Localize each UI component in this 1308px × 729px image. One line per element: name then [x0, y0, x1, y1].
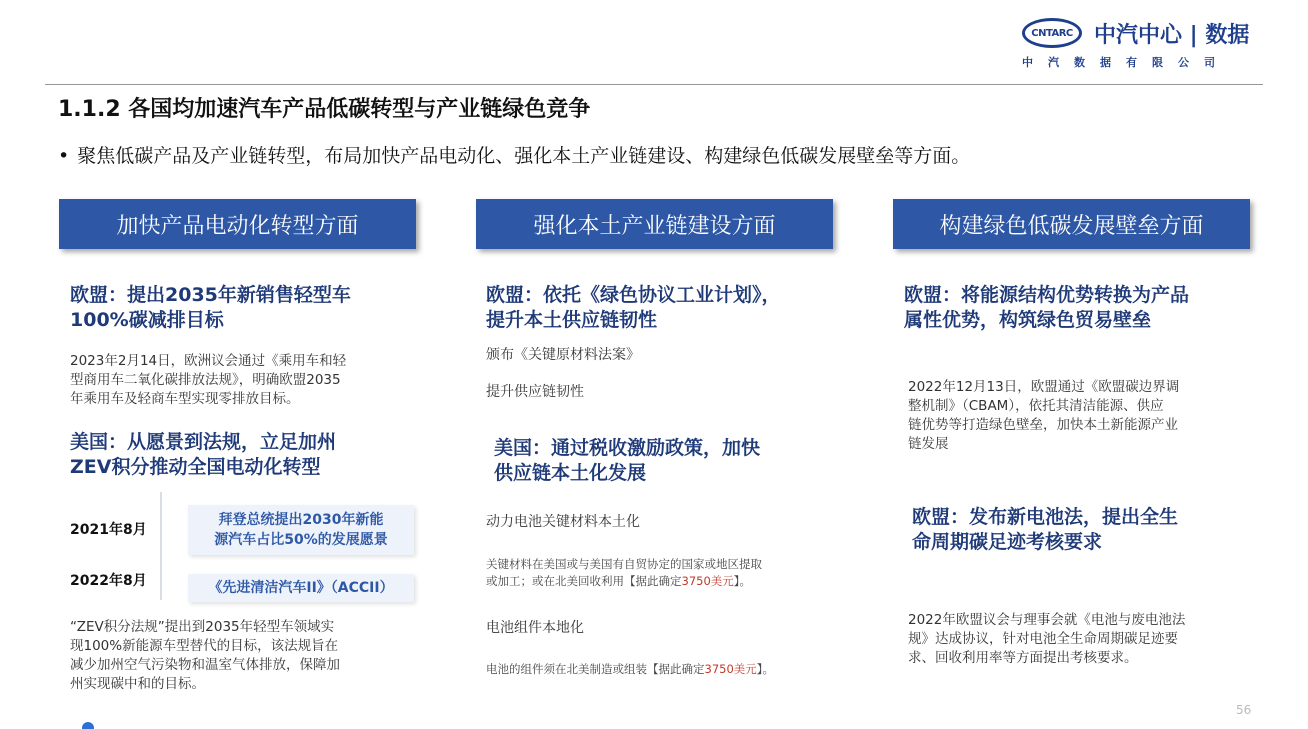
- eu-electrification-title-line2: 100%碳减排目标: [70, 309, 224, 331]
- logo-badge: CNTARC: [1022, 18, 1082, 48]
- timeline-event-2021-line2: 源汽车占比50%的发展愿景: [214, 532, 388, 548]
- eu-electrification-title-line1: 欧盟：提出2035年新销售轻型车: [70, 284, 351, 306]
- us-supply-sub4: 电池组件本地化: [486, 620, 584, 636]
- eu-cbam-title-line2: 属性优势，构筑绿色贸易壁垒: [904, 309, 1152, 331]
- zev-body-line4: 州实现碳中和的目标。: [70, 676, 205, 692]
- column-header-supply-chain: 强化本土产业链建设方面: [476, 199, 833, 249]
- eu-electrification-body-line3: 年乘用车及轻商车型实现零排放目标。: [70, 391, 300, 407]
- eu-cbam-title-line1: 欧盟：将能源结构优势转换为产品: [904, 284, 1190, 306]
- eu-electrification-body-line1: 2023年2月14日，欧洲议会通过《乘用车和轻: [70, 353, 347, 369]
- subsidy-amount-1: 3750美元: [681, 574, 734, 588]
- eu-battery-body-line3: 求、回收利用率等方面提出考核要求。: [908, 650, 1138, 666]
- eu-cbam-body-line1: 2022年12月13日，欧盟通过《欧盟碳边界调: [908, 379, 1180, 395]
- us-supply-detail2-tail: 】。: [756, 662, 775, 676]
- zev-body-line3: 减少加州空气污染物和温室气体排放，保障加: [70, 657, 340, 673]
- timeline-date-2022: 2022年8月: [70, 573, 147, 589]
- us-supply-detail1-line2-text: 或加工；或在北美回收利用【据此确定: [486, 574, 682, 588]
- header-divider: [45, 84, 1263, 85]
- eu-battery-title-line2: 命周期碳足迹考核要求: [912, 531, 1103, 553]
- column-header-electrification: 加快产品电动化转型方面: [59, 199, 416, 249]
- eu-battery-body-line2: 规》达成协议，针对电池全生命周期碳足迹要: [908, 631, 1178, 647]
- eu-battery-title-line1: 欧盟：发布新电池法，提出全生: [912, 506, 1179, 528]
- bullet-dot-icon: •: [58, 145, 70, 167]
- summary-text: 聚焦低碳产品及产业链转型，布局加快产品电动化、强化本土产业链建设、构建绿色低碳发展壁垒等方面。: [77, 145, 971, 167]
- us-supply-detail1-line1: 关键材料在美国或与美国有自贸协定的国家或地区提取: [486, 557, 762, 571]
- us-supply-detail1-line2: [486, 573, 751, 590]
- us-electrification-title-line1: 美国：从愿景到法规，立足加州: [70, 431, 337, 453]
- zev-body-line2: 现100%新能源车型替代的目标，该法规旨在: [70, 638, 339, 654]
- logo-name: 中汽中心 | 数据: [1094, 23, 1250, 48]
- column-header-green-barrier: 构建绿色低碳发展壁垒方面: [893, 199, 1250, 249]
- eu-supply-sub1: 颁布《关键原材料法案》: [486, 347, 640, 363]
- company-logo: [1020, 14, 1260, 70]
- eu-cbam-body-line4: 链发展: [908, 436, 949, 452]
- page-number: 56: [1236, 703, 1252, 717]
- summary-bullet: [58, 141, 970, 168]
- eu-supply-title-line2: 提升本土供应链韧性: [486, 309, 658, 331]
- eu-battery-body-line1: 2022年欧盟议会与理事会就《电池与废电池法: [908, 612, 1186, 628]
- eu-supply-sub2: 提升供应链韧性: [486, 384, 584, 400]
- zev-body-line1: “ZEV积分法规”提出到2035年轻型车领域实: [70, 619, 335, 635]
- timeline-line: [160, 492, 162, 600]
- us-supply-detail1-tail: 】。: [733, 574, 752, 588]
- us-supply-sub3: 动力电池关键材料本土化: [486, 514, 640, 530]
- timeline-event-2021: [188, 505, 414, 555]
- section-title: 1.1.2 各国均加速汽车产品低碳转型与产业链绿色竞争: [58, 97, 591, 122]
- us-supply-title-line1: 美国：通过税收激励政策，加快: [494, 437, 761, 459]
- eu-cbam-body-line3: 链优势等打造绿色壁垒，加快本土新能源产业: [908, 417, 1178, 433]
- corner-dot-icon: [82, 722, 94, 729]
- timeline-event-2022: 《先进清洁汽车II》（ACCII）: [188, 574, 414, 602]
- logo-subtitle: 中汽数据有限公司: [1022, 56, 1230, 69]
- eu-electrification-body-line2: 型商用车二氧化碳排放法规》，明确欧盟2035: [70, 372, 341, 388]
- subsidy-amount-2: 3750美元: [704, 662, 757, 676]
- timeline-date-2021: 2021年8月: [70, 522, 147, 538]
- us-supply-detail2: [486, 661, 774, 678]
- us-supply-detail2-text: 电池的组件须在北美制造或组装【据此确定: [486, 662, 705, 676]
- us-supply-title-line2: 供应链本土化发展: [494, 462, 647, 484]
- timeline-event-2021-line1: 拜登总统提出2030年新能: [218, 512, 384, 528]
- eu-cbam-body-line2: 整机制》（CBAM），依托其清洁能源、供应: [908, 398, 1164, 414]
- eu-supply-title-line1: 欧盟：依托《绿色协议工业计划》，: [486, 284, 781, 306]
- us-electrification-title-line2: ZEV积分推动全国电动化转型: [70, 456, 321, 478]
